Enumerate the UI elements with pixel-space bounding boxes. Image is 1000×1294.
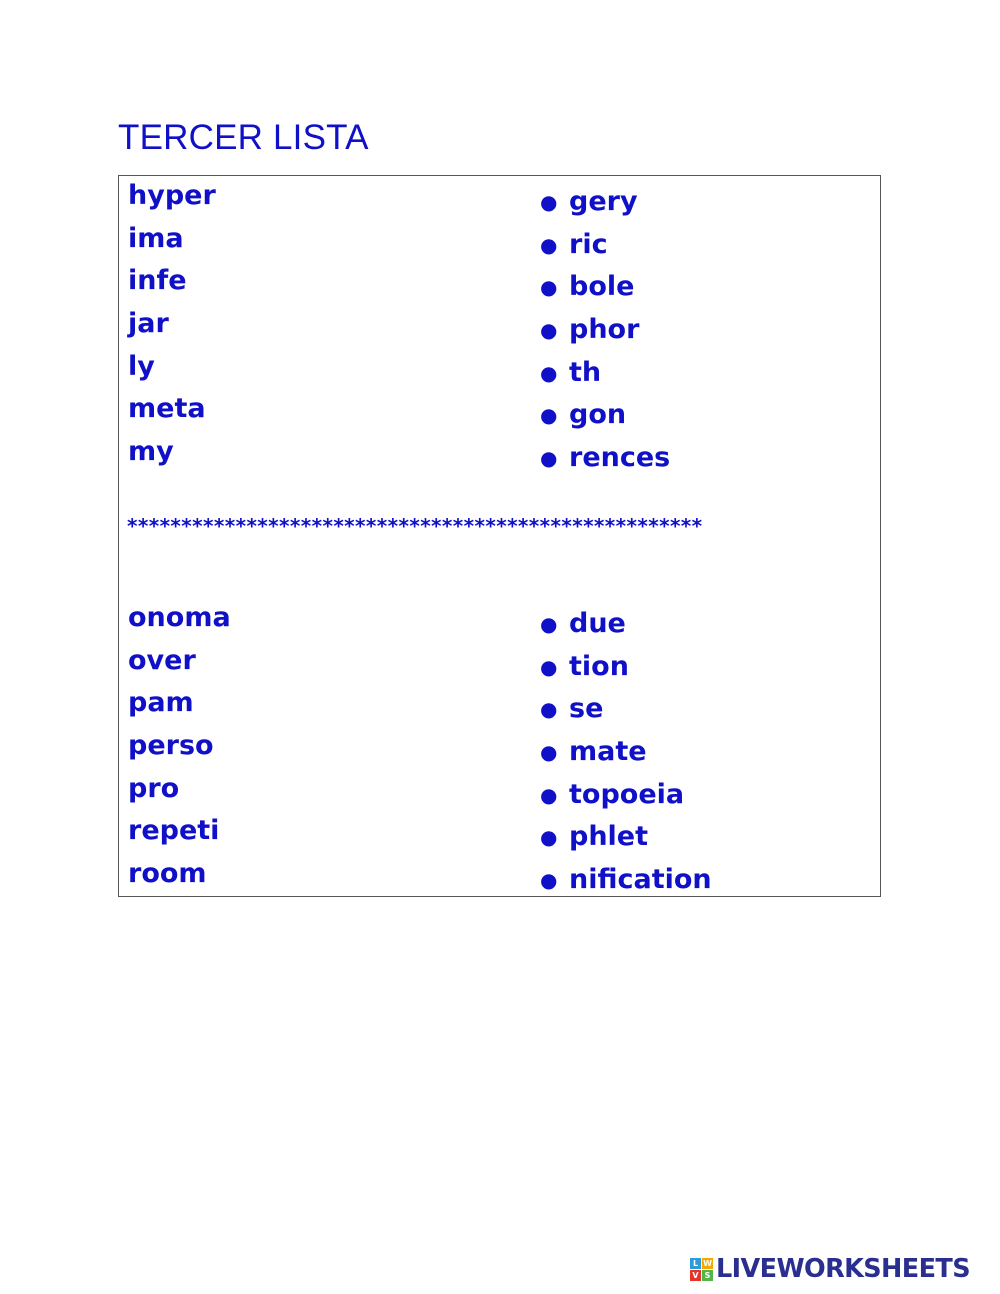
list-item: pro <box>128 772 180 804</box>
list-item: repeti <box>128 815 220 847</box>
bullet-list-item: ● topoeia <box>539 774 712 817</box>
bullet-icon: ● <box>540 782 558 807</box>
group2-syllable-starts <box>128 597 231 896</box>
list-item: infe <box>128 265 187 297</box>
brand-name: LIVEWORKSHEETS <box>716 1254 970 1284</box>
bullet-icon: ● <box>540 446 558 471</box>
bullet-icon: ● <box>540 403 558 428</box>
bullet-list-item: ● mate <box>539 731 712 774</box>
bullet-list-item: ● phlet <box>539 816 712 859</box>
mark-tile: L <box>690 1258 701 1269</box>
bullet-icon: ● <box>540 190 558 214</box>
bullet-icon: ● <box>540 740 558 765</box>
bullet-icon: ● <box>540 697 558 722</box>
list-item: onoma <box>128 602 231 633</box>
bullet-icon: ● <box>540 868 558 893</box>
bullet-icon: ● <box>540 360 558 385</box>
bullet-list-item: ● rences <box>539 437 670 480</box>
list-item: my <box>128 436 174 468</box>
list-item: pam <box>128 687 194 719</box>
asterisk-separator: ***************************************************** <box>127 514 703 538</box>
group2-syllable-endings <box>539 603 712 902</box>
bullet-list-item: ● tion <box>539 646 712 689</box>
mark-tile: V <box>690 1270 701 1281</box>
list-item: jar <box>128 308 169 340</box>
bullet-list-item: ● th <box>539 352 670 395</box>
list-item: hyper <box>128 180 216 211</box>
bullet-icon: ● <box>540 612 558 636</box>
bullet-list-item: ● nification <box>539 859 712 902</box>
word-box <box>118 175 881 897</box>
bullet-icon: ● <box>540 275 558 300</box>
bullet-icon: ● <box>540 825 558 850</box>
group1-syllable-endings <box>539 181 670 480</box>
bullet-list-item: ● due <box>539 603 712 646</box>
bullet-list-item: ● se <box>539 688 712 731</box>
mark-tile: S <box>702 1270 713 1281</box>
bullet-list-item: ● bole <box>539 266 670 309</box>
bullet-icon: ● <box>540 654 558 679</box>
page-title: TERCER LISTA <box>118 118 369 157</box>
bullet-list-item: ● gery <box>539 181 670 224</box>
liveworksheets-logo[interactable] <box>690 1254 970 1284</box>
liveworksheets-mark-icon <box>690 1258 713 1281</box>
bullet-list-item: ● phor <box>539 309 670 352</box>
group1-syllable-starts <box>128 175 216 474</box>
list-item: ly <box>128 350 155 382</box>
list-item: perso <box>128 730 214 762</box>
mark-tile: W <box>703 1258 712 1268</box>
list-item: meta <box>128 393 206 425</box>
bullet-list-item: ● ric <box>539 224 670 267</box>
list-item: ima <box>128 222 184 254</box>
bullet-icon: ● <box>540 232 558 257</box>
list-item: over <box>128 644 196 676</box>
list-item: room <box>128 858 207 890</box>
bullet-icon: ● <box>540 318 558 343</box>
bullet-list-item: ● gon <box>539 394 670 437</box>
